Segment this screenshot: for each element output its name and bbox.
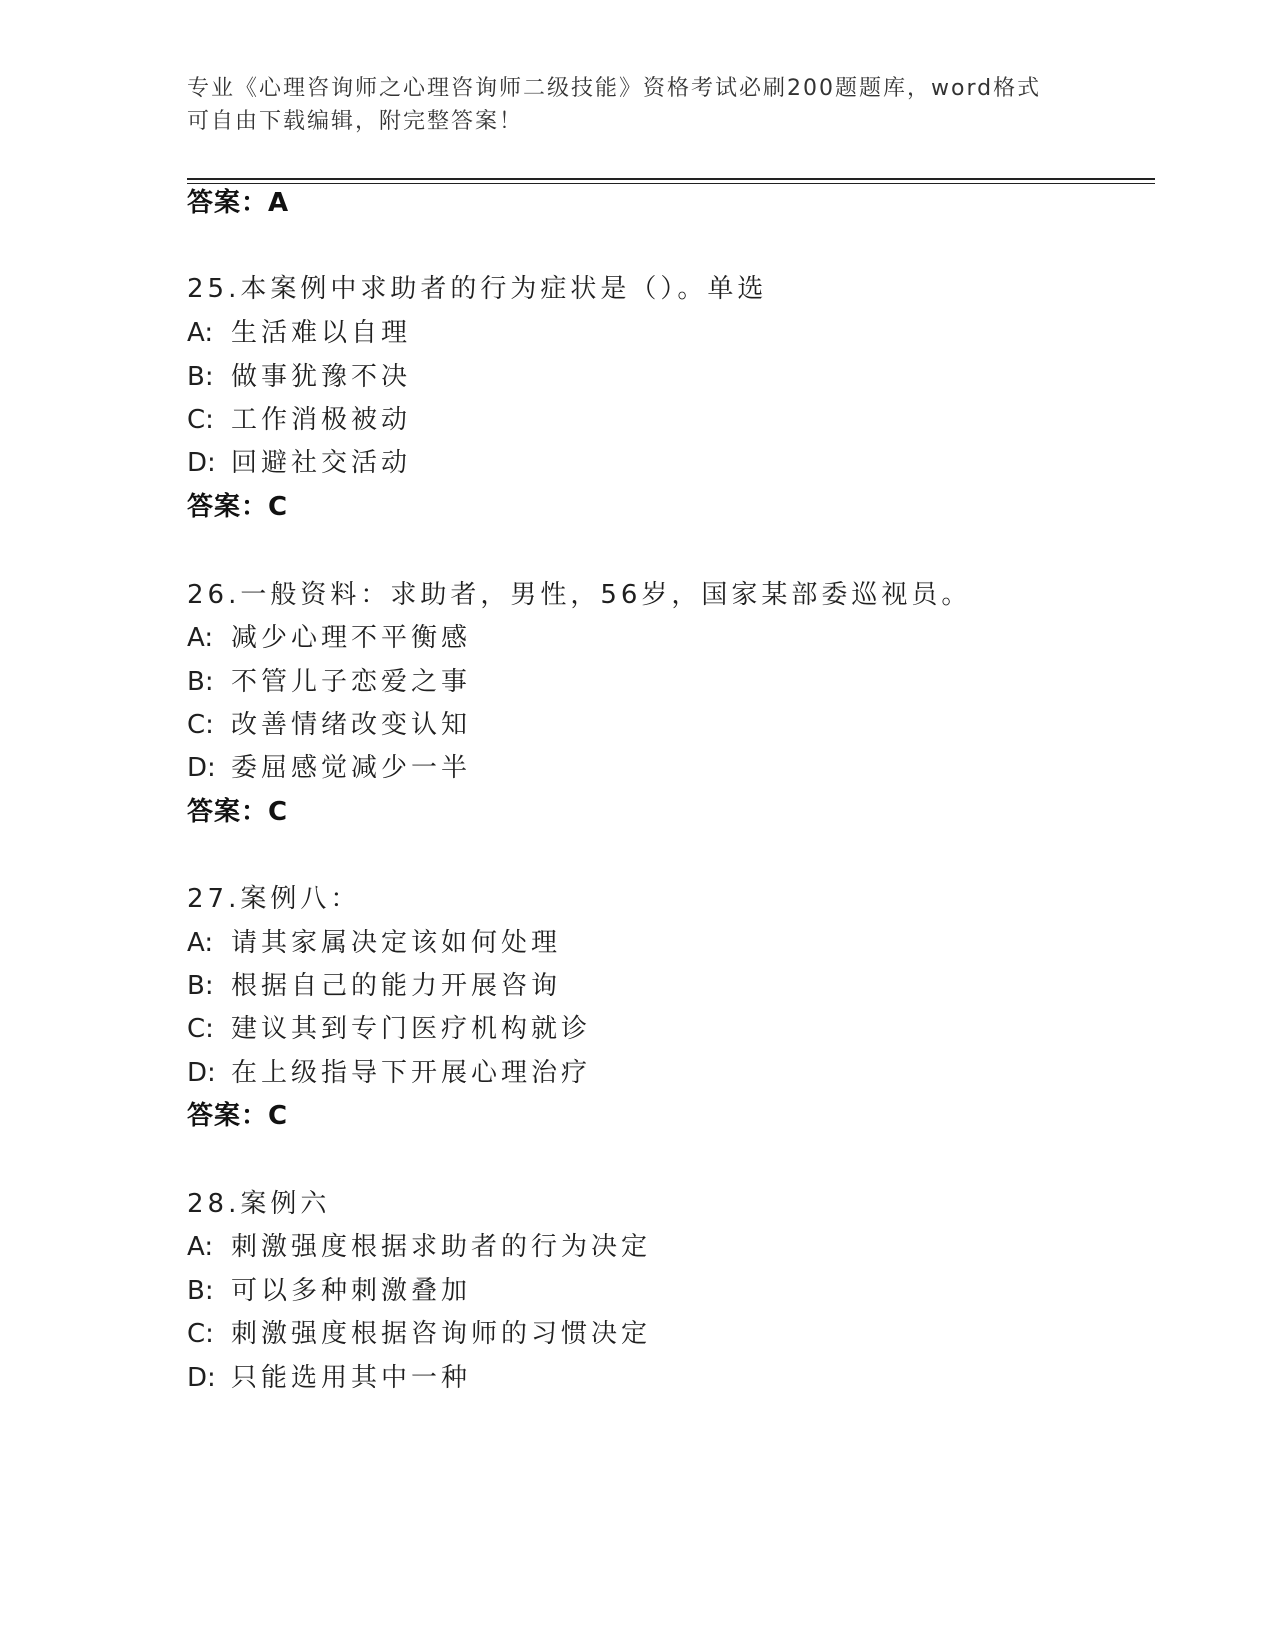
option-text: 可以多种刺激叠加 (231, 1276, 472, 1306)
question-27-title: 27.案例八： (187, 884, 361, 914)
option-text: 生活难以自理 (231, 318, 412, 348)
header-line-1: 专业《心理咨询师之心理咨询师二级技能》资格考试必刷200题题库，word格式 (187, 76, 1042, 101)
question-27-option-a (187, 926, 561, 960)
previous-answer: 答案：A (187, 188, 290, 218)
option-text: 改善情绪改变认知 (231, 710, 472, 740)
option-text: 回避社交活动 (231, 448, 412, 478)
question-27-answer: 答案：C (187, 1101, 289, 1131)
option-text: 刺激强度根据求助者的行为决定 (231, 1232, 652, 1262)
question-26-option-b (187, 665, 471, 699)
question-26-option-d (187, 751, 471, 785)
option-letter: B: (187, 1276, 214, 1306)
question-27-option-c (187, 1012, 591, 1046)
header-divider-thick (187, 178, 1155, 180)
option-letter: A: (187, 1232, 214, 1262)
option-letter: D: (187, 753, 216, 783)
option-text: 工作消极被动 (231, 405, 412, 435)
question-28-title: 28.案例六 (187, 1189, 331, 1219)
option-letter: D: (187, 1363, 216, 1393)
question-25-option-d (187, 446, 411, 480)
question-25-option-b (187, 360, 411, 394)
question-26-title: 26.一般资料：求助者，男性，56岁，国家某部委巡视员。 (187, 580, 972, 610)
option-letter: B: (187, 971, 214, 1001)
option-text: 根据自己的能力开展咨询 (231, 971, 562, 1001)
option-letter: A: (187, 928, 214, 958)
question-28-option-a (187, 1230, 651, 1264)
option-text: 只能选用其中一种 (231, 1363, 472, 1393)
option-text: 刺激强度根据咨询师的习惯决定 (231, 1319, 652, 1349)
question-26-option-c (187, 708, 471, 742)
question-26-answer: 答案：C (187, 797, 289, 827)
option-letter: B: (187, 362, 214, 392)
option-text: 委屈感觉减少一半 (231, 753, 472, 783)
question-25-title: 25.本案例中求助者的行为症状是（）。单选 (187, 274, 768, 304)
option-letter: C: (187, 710, 214, 740)
question-25-answer: 答案：C (187, 492, 289, 522)
option-text: 在上级指导下开展心理治疗 (231, 1058, 592, 1088)
option-letter: D: (187, 448, 216, 478)
question-27-option-b (187, 969, 561, 1003)
option-letter: D: (187, 1058, 216, 1088)
option-text: 不管儿子恋爱之事 (231, 667, 472, 697)
option-text: 请其家属决定该如何处理 (231, 928, 562, 958)
question-28-option-d (187, 1361, 471, 1395)
question-28-option-b (187, 1274, 471, 1308)
option-letter: A: (187, 318, 214, 348)
question-25-option-c (187, 403, 411, 437)
header-divider-thin (187, 183, 1155, 184)
header-line-2: 可自由下载编辑，附完整答案！ (187, 109, 524, 134)
option-letter: C: (187, 1014, 214, 1044)
option-text: 减少心理不平衡感 (231, 623, 472, 653)
question-28-option-c (187, 1317, 651, 1351)
option-letter: C: (187, 405, 214, 435)
option-text: 建议其到专门医疗机构就诊 (231, 1014, 592, 1044)
question-27-option-d (187, 1056, 591, 1090)
option-letter: C: (187, 1319, 214, 1349)
question-26-option-a (187, 621, 471, 655)
option-text: 做事犹豫不决 (231, 362, 412, 392)
document-header (187, 72, 1067, 138)
question-25-option-a (187, 316, 411, 350)
option-letter: A: (187, 623, 214, 653)
option-letter: B: (187, 667, 214, 697)
